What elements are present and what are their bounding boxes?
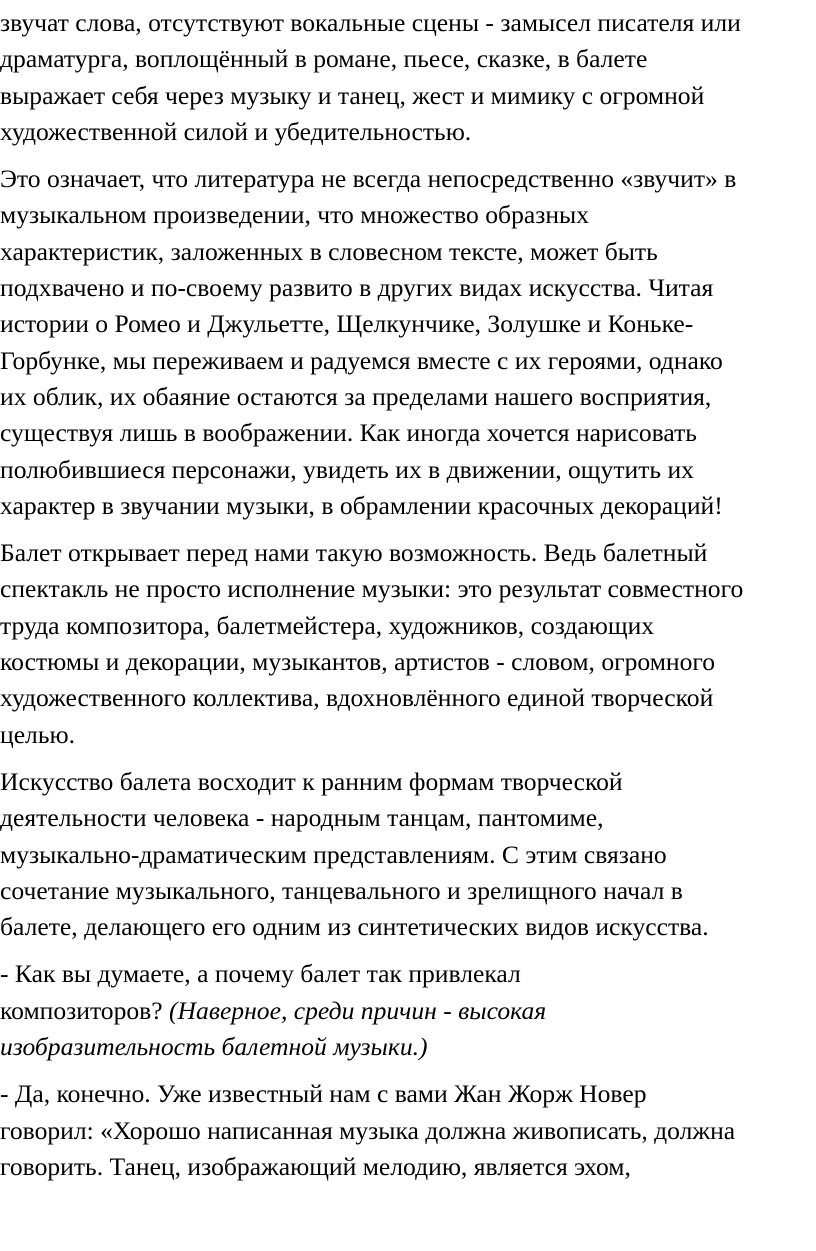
- paragraph-5-italic-answer: (Наверное, среди причин - высокая изобразительность балетной музыки.): [0, 995, 547, 1062]
- paragraph-1-text: звучат слова, отсутствуют вокальные сцены - замысел писателя или драматурга, воплощённый в романе, пьесе, сказке, в балете выражает себя через музыку и танец, жест и мимику с огромной художественной силой и убедительностью.: [0, 8, 741, 146]
- paragraph-6-text: - Да, конечно. Уже известный нам с вами Жан Жорж Новер говорил: «Хорошо написанная музыка должна живописать, должна говорить. Танец, изображающий мелодию, является эхом,: [0, 1079, 736, 1181]
- paragraph-3: [0, 535, 816, 753]
- paragraph-4-text: Искусство балета восходит к ранним формам творческой деятельности человека - народным танцам, пантомиме, музыкально-драматическим представлениям. С этим связано сочетание музыкального, танцевального и зрелищного начал в балете, делающего его одним из синтетических видов искусства.: [0, 766, 709, 942]
- paragraph-6: [0, 1076, 816, 1185]
- paragraph-3-text: Балет открывает перед нами такую возможность. Ведь балетный спектакль не просто исполнение музыки: это результат совместного труда композитора, балетмейстера, художников, создающих костюмы и декорации, музыкантов, артистов - словом, огромного художественного коллектива, вдохновлённого единой творческой целью.: [0, 538, 744, 749]
- paragraph-2-text: Это означает, что литература не всегда непосредственно «звучит» в музыкальном произведении, что множество образных характеристик, заложенных в словесном тексте, может быть подхвачено и по-своему развито в других видах искусства. Читая истории о Ромео и Джульетте, Щелкунчике, Золушке и Коньке- Горбунке, мы переживаем и радуемся вместе с их героями, однако их облик, их обаяние остаются за пределами нашего восприятия, существуя лишь в воображении. Как иногда хочется нарисовать полюбившиеся персонажи, увидеть их в движении, ощутить их характер в звучании музыки, в обрамлении красочных декораций!: [0, 164, 737, 520]
- paragraph-1: [0, 5, 816, 150]
- paragraph-4: [0, 764, 816, 945]
- paragraph-5-text: - Как вы думаете, а почему балет так привлекал композиторов?: [0, 959, 521, 1025]
- paragraph-5: [0, 956, 816, 1065]
- paragraph-2: [0, 161, 816, 524]
